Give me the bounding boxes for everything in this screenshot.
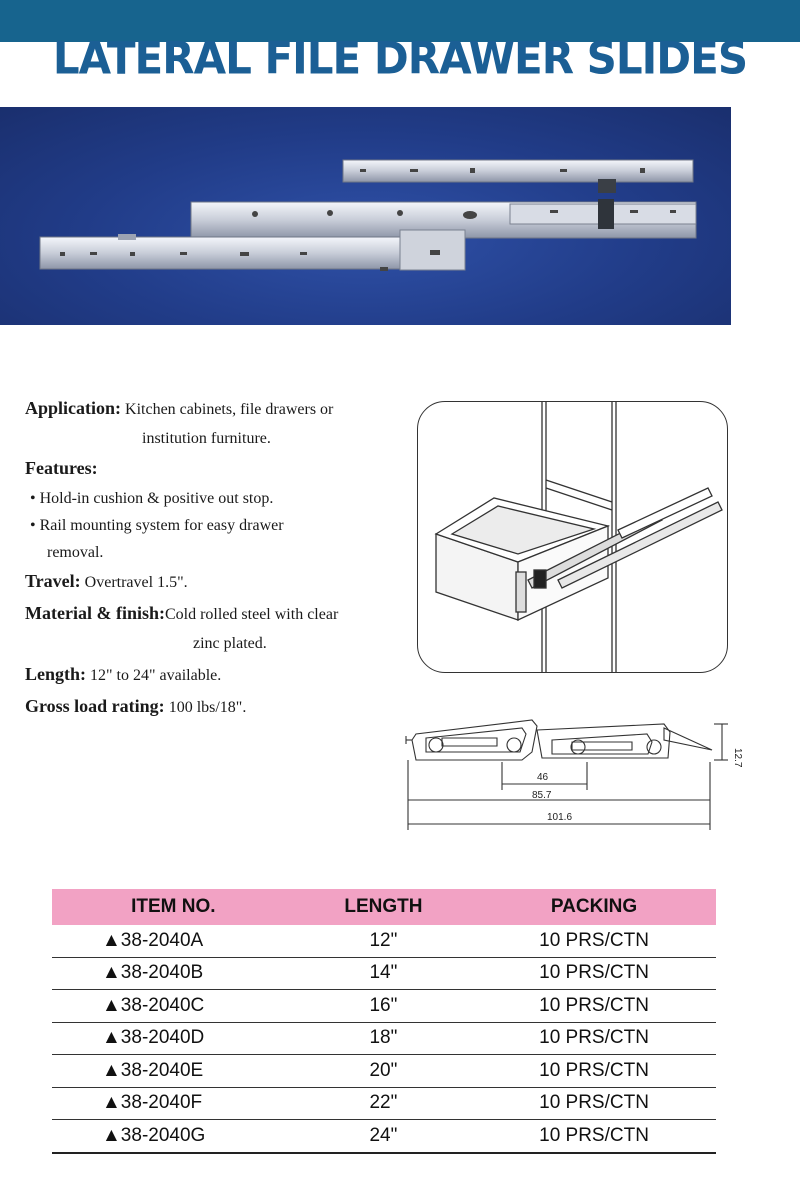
item-no-cell: ▲38-2040E (52, 1055, 295, 1088)
packing-cell: 10 PRS/CTN (472, 925, 716, 957)
drawer-diagram (418, 402, 727, 672)
feature-item: • Hold-in cushion & positive out stop. (30, 490, 274, 507)
packing-cell: 10 PRS/CTN (472, 990, 716, 1023)
item-no-cell: ▲38-2040F (52, 1087, 295, 1120)
length-cell: 12" (295, 925, 472, 957)
item-no-cell: ▲38-2040C (52, 990, 295, 1023)
travel-label: Travel: (25, 571, 81, 591)
application-value: Kitchen cabinets, file drawers or (125, 401, 334, 418)
item-no-cell: ▲38-2040A (52, 925, 295, 957)
features-label: Features: (25, 458, 98, 478)
table-row (52, 990, 716, 1023)
application-label: Application: (25, 398, 122, 418)
packing-cell: 10 PRS/CTN (472, 957, 716, 990)
length-cell: 16" (295, 990, 472, 1023)
feature-item: • Rail mounting system for easy drawer (30, 517, 284, 534)
travel-value: Overtravel 1.5". (84, 574, 188, 591)
dim-12-7: 12.7 (732, 748, 743, 768)
header-length: LENGTH (295, 889, 472, 925)
dim-101-6: 101.6 (547, 812, 573, 823)
packing-cell: 10 PRS/CTN (472, 1022, 716, 1055)
length-cell: 22" (295, 1087, 472, 1120)
material-value: Cold rolled steel with clear (164, 606, 339, 623)
material-label: Material & finish: (25, 603, 165, 623)
table-row (52, 1055, 716, 1088)
length-label: Length: (25, 664, 87, 684)
table-row (52, 1087, 716, 1120)
load-value: 100 lbs/18". (168, 699, 247, 716)
table-row (52, 925, 716, 957)
cross-section-drawing (402, 712, 752, 832)
table-row (52, 1022, 716, 1055)
length-cell: 18" (295, 1022, 472, 1055)
product-photo (0, 107, 731, 325)
item-no-cell: ▲38-2040D (52, 1022, 295, 1055)
table-header-row (52, 889, 716, 925)
length-cell: 24" (295, 1120, 472, 1153)
item-no-cell: ▲38-2040B (52, 957, 295, 990)
drawer-slides-image (0, 107, 731, 325)
header-item-no: ITEM NO. (52, 889, 295, 925)
length-cell: 14" (295, 957, 472, 990)
load-label: Gross load rating: (25, 696, 165, 716)
packing-cell: 10 PRS/CTN (472, 1087, 716, 1120)
packing-cell: 10 PRS/CTN (472, 1055, 716, 1088)
page-title: LATERAL FILE DRAWER SLIDES (52, 32, 748, 85)
length-cell: 20" (295, 1055, 472, 1088)
dim-85-7: 85.7 (532, 790, 552, 801)
cross-section-svg (402, 712, 752, 832)
application-value-cont: institution furniture. (142, 430, 271, 447)
installation-illustration (417, 401, 728, 673)
dim-46: 46 (537, 772, 549, 783)
length-value: 12" to 24" available. (90, 667, 222, 684)
item-no-cell: ▲38-2040G (52, 1120, 295, 1153)
packing-cell: 10 PRS/CTN (472, 1120, 716, 1153)
header-packing: PACKING (472, 889, 716, 925)
feature-item-cont: removal. (47, 544, 104, 561)
product-table (52, 889, 716, 1154)
material-value-cont: zinc plated. (193, 635, 267, 652)
table-row (52, 1120, 716, 1153)
table-row (52, 957, 716, 990)
